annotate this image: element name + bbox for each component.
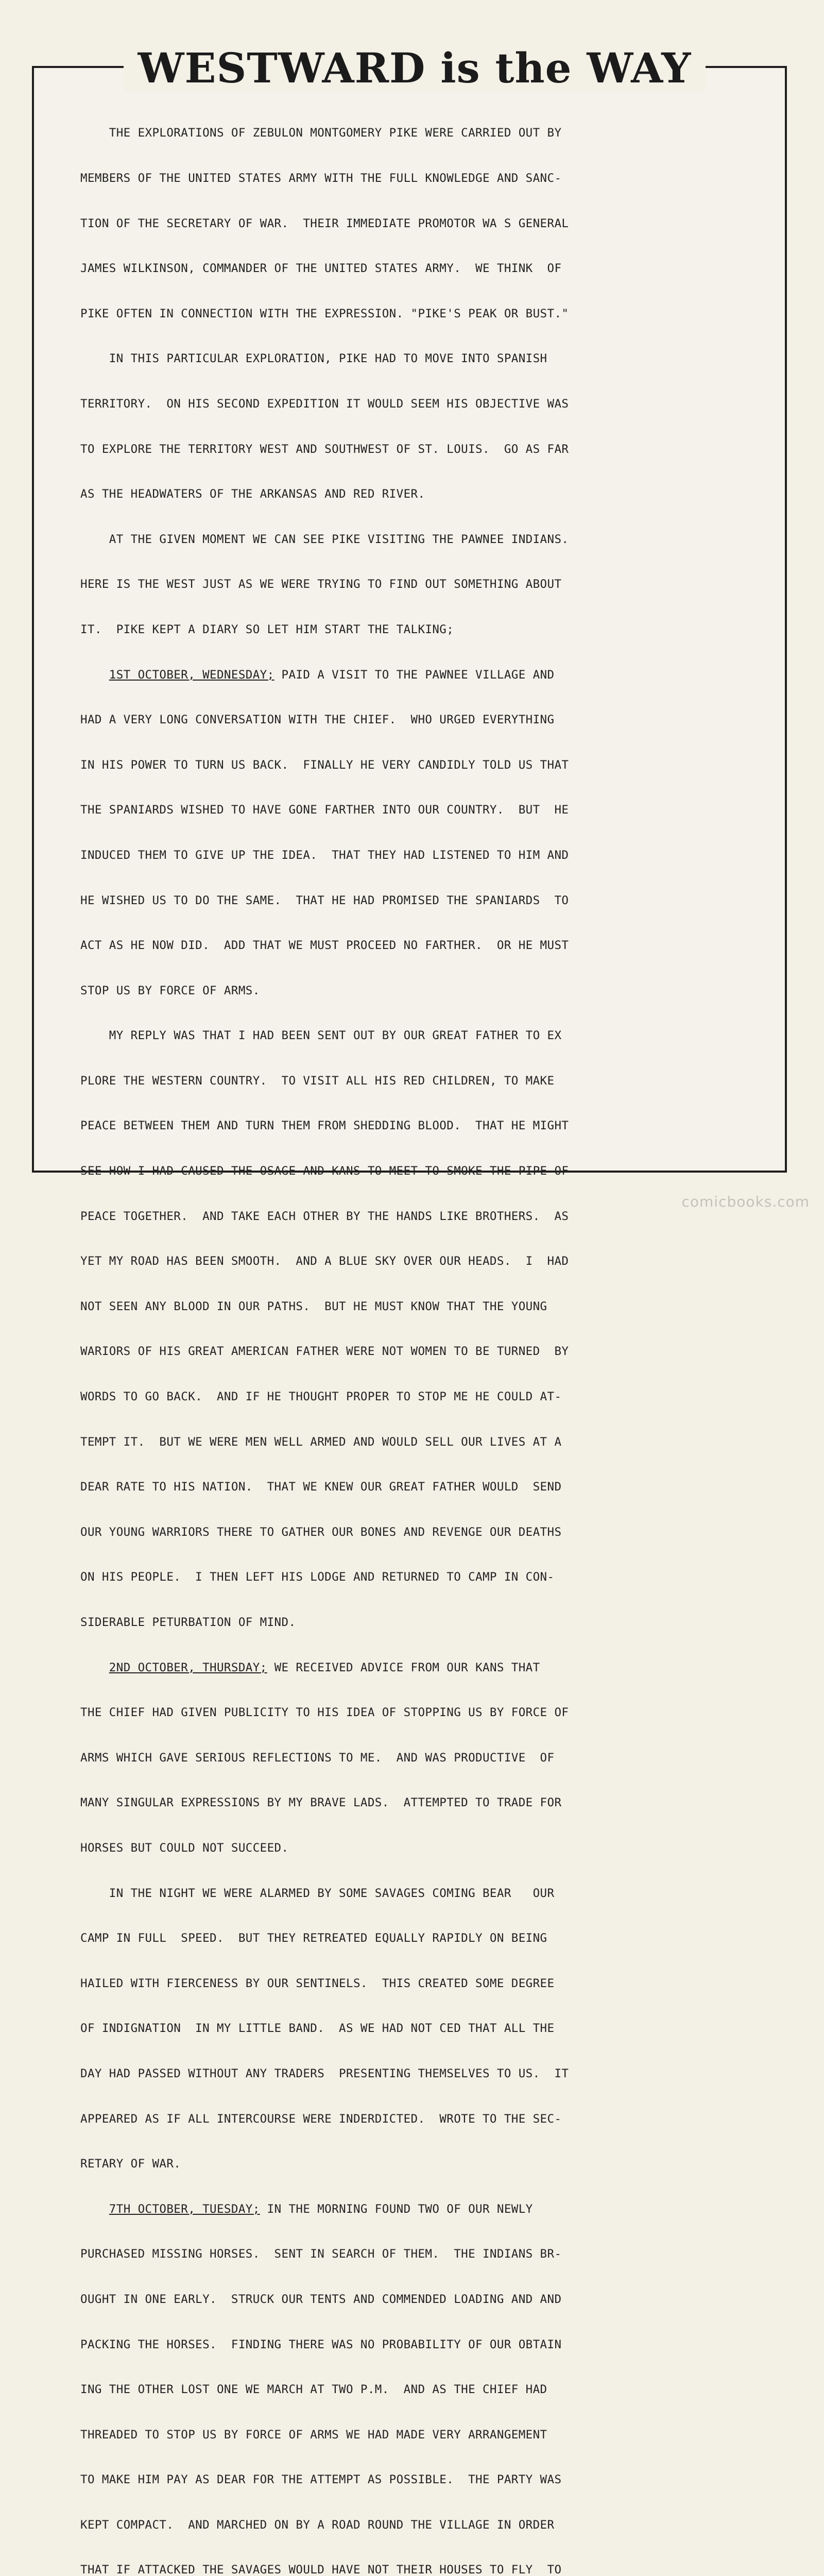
diary-entry-text: PAID A VISIT TO THE PAWNEE VILLAGE AND	[274, 668, 555, 682]
diary-entry-text: IN THE MORNING FOUND TWO OF OUR NEWLY	[260, 2202, 533, 2216]
body-line: KEPT COMPACT. AND MARCHED ON BY A ROAD ROUND THE VILLAGE IN ORDER	[80, 2518, 555, 2532]
diary-entry-date: 2ND OCTOBER, THURSDAY;	[109, 1660, 267, 1674]
body-line: WARIORS OF HIS GREAT AMERICAN FATHER WERE NOT WOMEN TO BE TURNED BY	[80, 1345, 569, 1359]
body-line: TERRITORY. ON HIS SECOND EXPEDITION IT WOULD SEEM HIS OBJECTIVE WAS	[80, 397, 569, 411]
body-line: TO MAKE HIM PAY AS DEAR FOR THE ATTEMPT AS POSSIBLE. THE PARTY WAS	[80, 2473, 562, 2487]
body-line: STOP US BY FORCE OF ARMS.	[80, 984, 260, 997]
body-line: TO EXPLORE THE TERRITORY WEST AND SOUTHWEST OF ST. LOUIS. GO AS FAR	[80, 442, 569, 456]
body-line: THREADED TO STOP US BY FORCE OF ARMS WE HAD MADE VERY ARRANGEMENT	[80, 2428, 547, 2442]
body-line: MEMBERS OF THE UNITED STATES ARMY WITH THE FULL KNOWLEDGE AND SANC-	[80, 172, 562, 185]
body-line: THE CHIEF HAD GIVEN PUBLICITY TO HIS IDEA OF STOPPING US BY FORCE OF	[80, 1706, 569, 1720]
body-line: IN HIS POWER TO TURN US BACK. FINALLY HE VERY CANDIDLY TOLD US THAT	[80, 758, 569, 772]
diary-entry-line	[80, 1660, 735, 1675]
body-line: APPEARED AS IF ALL INTERCOURSE WERE INDERDICTED. WROTE TO THE SEC-	[80, 2112, 562, 2126]
body-line: PLORE THE WESTERN COUNTRY. TO VISIT ALL HIS RED CHILDREN, TO MAKE	[80, 1074, 555, 1088]
body-line: PEACE BETWEEN THEM AND TURN THEM FROM SHEDDING BLOOD. THAT HE MIGHT	[80, 1119, 569, 1133]
diary-entry-date: 1ST OCTOBER, WEDNESDAY;	[109, 668, 274, 682]
diary-entry-date: 7TH OCTOBER, TUESDAY;	[109, 2202, 260, 2216]
body-line: HE WISHED US TO DO THE SAME. THAT HE HAD PROMISED THE SPANIARDS TO	[80, 893, 569, 907]
body-line: SEE HOW I HAD CAUSED THE OSAGE AND KANS TO MEET TO SMOKE THE PIPE OF	[80, 1164, 569, 1178]
body-line: HORSES BUT COULD NOT SUCCEED.	[80, 1841, 289, 1855]
body-line: IN THIS PARTICULAR EXPLORATION, PIKE HAD TO MOVE INTO SPANISH	[80, 352, 547, 366]
body-line: CAMP IN FULL SPEED. BUT THEY RETREATED EQUALLY RAPIDLY ON BEING	[80, 1931, 547, 1945]
diary-entry-text: WE RECEIVED ADVICE FROM OUR KANS THAT	[267, 1660, 540, 1674]
body-line: MY REPLY WAS THAT I HAD BEEN SENT OUT BY OUR GREAT FATHER TO EX	[80, 1029, 562, 1043]
body-line: MANY SINGULAR EXPRESSIONS BY MY BRAVE LADS. ATTEMPTED TO TRADE FOR	[80, 1796, 562, 1810]
body-line: HAD A VERY LONG CONVERSATION WITH THE CHIEF. WHO URGED EVERYTHING	[80, 713, 555, 727]
body-line: ON HIS PEOPLE. I THEN LEFT HIS LODGE AND RETURNED TO CAMP IN CON-	[80, 1570, 555, 1584]
body-line: ACT AS HE NOW DID. ADD THAT WE MUST PROCEED NO FARTHER. OR HE MUST	[80, 939, 569, 953]
body-line: YET MY ROAD HAS BEEN SMOOTH. AND A BLUE SKY OVER OUR HEADS. I HAD	[80, 1255, 569, 1268]
body-line: IN THE NIGHT WE WERE ALARMED BY SOME SAVAGES COMING BEAR OUR	[80, 1886, 555, 1900]
body-line: NOT SEEN ANY BLOOD IN OUR PATHS. BUT HE MUST KNOW THAT THE YOUNG	[80, 1299, 547, 1313]
article-title: WESTWARD is the WAY	[124, 45, 706, 91]
diary-entry-line	[80, 668, 735, 683]
body-line: SIDERABLE PETURBATION OF MIND.	[80, 1616, 296, 1629]
body-line: INDUCED THEM TO GIVE UP THE IDEA. THAT THEY HAD LISTENED TO HIM AND	[80, 848, 569, 862]
body-line: TION OF THE SECRETARY OF WAR. THEIR IMMEDIATE PROMOTOR WA S GENERAL	[80, 216, 569, 230]
body-line: THE SPANIARDS WISHED TO HAVE GONE FARTHER INTO OUR COUNTRY. BUT HE	[80, 803, 569, 817]
body-line: OUGHT IN ONE EARLY. STRUCK OUR TENTS AND COMMENDED LOADING AND AND	[80, 2292, 562, 2306]
body-line: DAY HAD PASSED WITHOUT ANY TRADERS PRESENTING THEMSELVES TO US. IT	[80, 2066, 569, 2080]
body-line: WORDS TO GO BACK. AND IF HE THOUGHT PROPER TO STOP ME HE COULD AT-	[80, 1390, 562, 1404]
body-line: PACKING THE HORSES. FINDING THERE WAS NO PROBABILITY OF OUR OBTAIN	[80, 2337, 562, 2351]
body-line: HAILED WITH FIERCENESS BY OUR SENTINELS. THIS CREATED SOME DEGREE	[80, 1976, 555, 1990]
body-line: AT THE GIVEN MOMENT WE CAN SEE PIKE VISITING THE PAWNEE INDIANS.	[80, 532, 569, 546]
body-line: IT. PIKE KEPT A DIARY SO LET HIM START THE TALKING;	[80, 622, 454, 636]
body-line: PEACE TOGETHER. AND TAKE EACH OTHER BY THE HANDS LIKE BROTHERS. AS	[80, 1209, 569, 1223]
body-line: ING THE OTHER LOST ONE WE MARCH AT TWO P.M. AND AS THE CHIEF HAD	[80, 2383, 547, 2397]
body-line: OUR YOUNG WARRIORS THERE TO GATHER OUR BONES AND REVENGE OUR DEATHS	[80, 1525, 562, 1539]
body-line: PURCHASED MISSING HORSES. SENT IN SEARCH OF THEM. THE INDIANS BR-	[80, 2247, 562, 2261]
body-line: THAT IF ATTACKED THE SAVAGES WOULD HAVE NOT THEIR HOUSES TO FLY TO	[80, 2563, 562, 2576]
site-watermark: comicbooks.com	[681, 1193, 810, 1210]
article-body	[80, 96, 735, 2576]
body-line: PIKE OFTEN IN CONNECTION WITH THE EXPRESSION. "PIKE'S PEAK OR BUST."	[80, 307, 569, 320]
body-line: AS THE HEADWATERS OF THE ARKANSAS AND RED RIVER.	[80, 487, 425, 501]
body-line: TEMPT IT. BUT WE WERE MEN WELL ARMED AND WOULD SELL OUR LIVES AT A	[80, 1435, 562, 1449]
body-line: ARMS WHICH GAVE SERIOUS REFLECTIONS TO ME. AND WAS PRODUCTIVE OF	[80, 1751, 555, 1765]
body-line: HERE IS THE WEST JUST AS WE WERE TRYING TO FIND OUT SOMETHING ABOUT	[80, 578, 562, 591]
diary-entry-line	[80, 2202, 735, 2217]
body-line: OF INDIGNATION IN MY LITTLE BAND. AS WE HAD NOT CED THAT ALL THE	[80, 2022, 555, 2036]
body-line: THE EXPLORATIONS OF ZEBULON MONTGOMERY PIKE WERE CARRIED OUT BY	[80, 126, 562, 140]
body-line: JAMES WILKINSON, COMMANDER OF THE UNITED STATES ARMY. WE THINK OF	[80, 262, 562, 276]
body-line: RETARY OF WAR.	[80, 2157, 181, 2171]
body-line: DEAR RATE TO HIS NATION. THAT WE KNEW OUR GREAT FATHER WOULD SEND	[80, 1480, 562, 1494]
